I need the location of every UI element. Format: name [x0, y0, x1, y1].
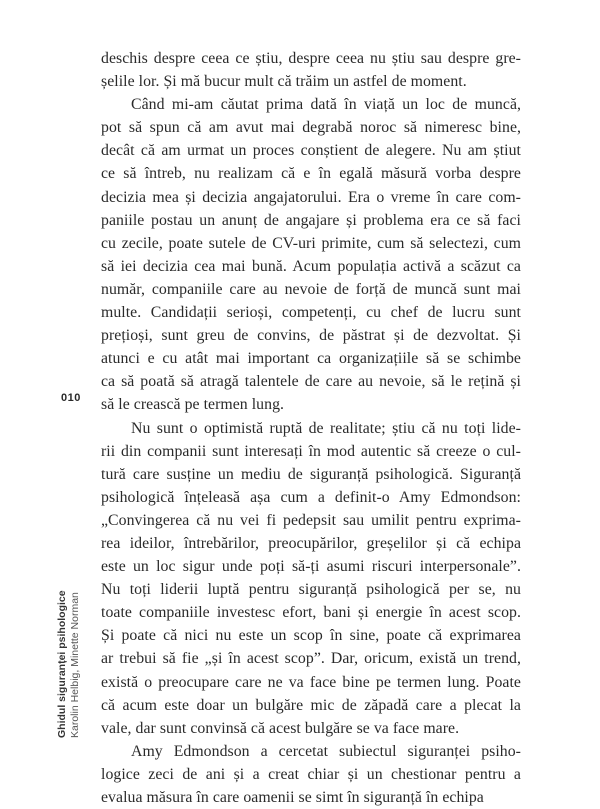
text-line: că acum este doar un bulgăre mic de zăpadă care a plecat la [101, 696, 521, 714]
book-title: Ghidul siguranței psihologice [56, 590, 68, 738]
text-line: Amy Edmondson a cercetat subiectul siguranței psiho- [131, 742, 521, 760]
text-line: număr, companiile care au nevoie de forță de muncă sunt mai [101, 280, 521, 298]
text-line: este un loc sigur unde poți să-ți asumi riscuri interpersonale”. [101, 558, 521, 576]
page-number: 010 [61, 392, 81, 404]
text-line: decât că am urmat un proces conștient de alegere. Nu am știut [101, 142, 521, 160]
text-line: logice zeci de ani și a creat chiar și un chestionar pentru a [101, 765, 521, 783]
text-line: să iei decizia cea mai bună. Acum populația activă a scăzut ca [101, 257, 521, 275]
book-authors: Karolin Helbig, Minette Norman [69, 592, 81, 738]
text-line: Când mi-am căutat prima dată în viață un loc de muncă, [131, 96, 521, 114]
text-line: „Convingerea că nu vei fi pedepsit sau umilit pentru exprima- [101, 511, 521, 529]
text-line: pot să spun că am avut mai degrabă noroc să nimeresc bine, [101, 119, 521, 137]
text-line: rea ideilor, întrebărilor, preocupărilor, greșelilor și că echipa [101, 534, 521, 552]
running-head [56, 538, 82, 738]
text-line: rii din companii sunt interesați în mod autentic să creeze o cul- [101, 442, 521, 460]
text-line: să le crească pe termen lung. [101, 396, 285, 414]
text-line: Nu toți liderii luptă pentru siguranță psihologică per se, nu [101, 581, 521, 599]
text-line: atunci e cu atât mai important ca organizațiile să se schimbe [101, 350, 521, 368]
text-line: multe. Candidații serioși, competenți, cu chef de lucru sunt [101, 304, 521, 322]
text-line: ca să poată să atragă talentele de care au nevoie, să le rețină și [101, 373, 521, 391]
text-line: deschis despre ceea ce știu, despre ceea nu știu sau despre gre- [101, 50, 521, 67]
text-line: Și poate că nici nu este un scop în sine, poate că exprimarea [101, 627, 521, 645]
text-line: toate companiile investesc efort, bani și energie în acest scop. [101, 604, 521, 622]
text-line: prețioși, sunt greu de convins, de păstrat și de dezvoltat. Și [101, 327, 521, 345]
text-line: există o preocupare care ne va face bine pe termen lung. Poate [101, 673, 521, 691]
text-line: paniile postau un anunț de angajare și problema era ce să faci [101, 211, 521, 229]
text-line: cu zecile, poate sutele de CV-uri primite, cum să selectezi, cum [101, 234, 521, 252]
text-line: ce să întreb, nu realizam că e în egală măsură vorba despre [101, 165, 521, 183]
text-line: ar trebui să fie „și în acest scop”. Dar, oricum, există un trend, [101, 650, 521, 668]
text-line: vale, dar sunt convinsă că acest bulgăre se va face mare. [101, 719, 460, 737]
text-line: tură care susține un mediu de siguranță psihologică. Siguranță [101, 465, 521, 483]
text-line: Nu sunt o optimistă ruptă de realitate; știu că nu toți lide- [131, 419, 521, 437]
text-line: decizia mea și decizia angajatorului. Era o vreme în care com- [101, 188, 521, 206]
text-line: șelile lor. Și mă bucur mult că trăim un astfel de moment. [101, 73, 467, 91]
text-line: psihologică înțeleasă așa cum a definit-o Amy Edmondson: [101, 488, 521, 506]
body-text [101, 47, 521, 809]
text-line: evalua măsura în care oamenii se simt în siguranță în echipa [101, 789, 484, 806]
